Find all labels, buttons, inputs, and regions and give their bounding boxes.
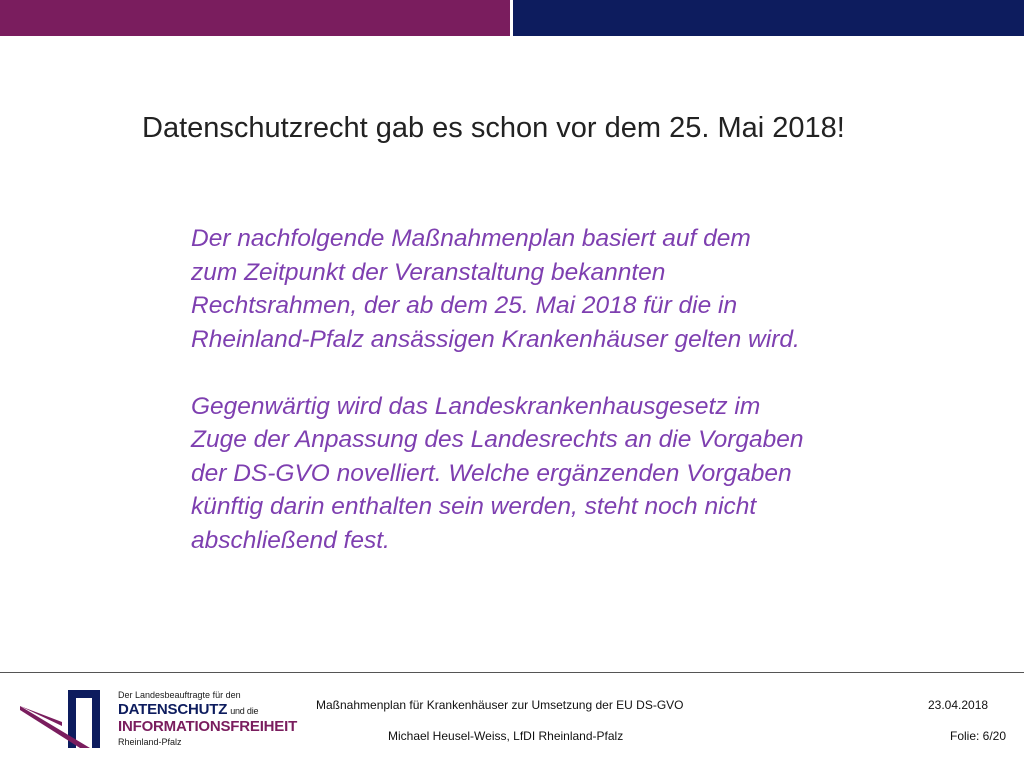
body-line: Rechtsrahmen, der ab dem 25. Mai 2018 für die in [191,292,738,319]
footer-divider [0,672,1024,673]
header-bar-navy [513,0,1024,36]
logo-emblem-icon [18,686,114,752]
body-line: Der nachfolgende Maßnahmenplan basiert auf dem [191,225,751,252]
lfdi-logo [18,686,308,752]
logo-text-line1: Der Landesbeauftragte für den [118,690,241,700]
body-line: künftig darin enthalten sein werden, steht noch nicht [191,493,757,520]
body-line: Rheinland-Pfalz ansässigen Krankenhäuser gelten wird. [191,325,800,353]
body-line: abschließend fest. [191,526,390,554]
logo-text-line2 [118,701,258,718]
body-line: Gegenwärtig wird das Landeskrankenhausgesetz im [191,392,761,420]
body-line: Zuge der Anpassung des Landesrechts an die Vorgaben [191,426,804,453]
paragraph-1 [191,222,841,356]
footer-title: Maßnahmenplan für Krankenhäuser zur Umsetzung der EU DS-GVO [316,698,684,712]
logo-text-line3: INFORMATIONSFREIHEIT [118,718,298,735]
slide-body [191,222,841,557]
body-line: zum Zeitpunkt der Veranstaltung bekannten [191,258,666,286]
footer-date: 23.04.2018 [928,698,989,712]
slide-title: Datenschutzrecht gab es schon vor dem 25. Mai 2018! [142,112,845,144]
logo-text-datenschutz: DATENSCHUTZ [118,701,228,718]
slide-number: Folie: 6/20 [950,729,1007,743]
header-bar-purple [0,0,510,36]
footer-author: Michael Heusel-Weiss, LfDI Rheinland-Pfalz [388,729,624,743]
paragraph-2 [191,390,841,558]
logo-text-line4: Rheinland-Pfalz [118,737,182,747]
logo-text-und-die: und die [230,706,259,716]
body-line: der DS-GVO novelliert. Welche ergänzenden Vorgaben [191,459,792,487]
